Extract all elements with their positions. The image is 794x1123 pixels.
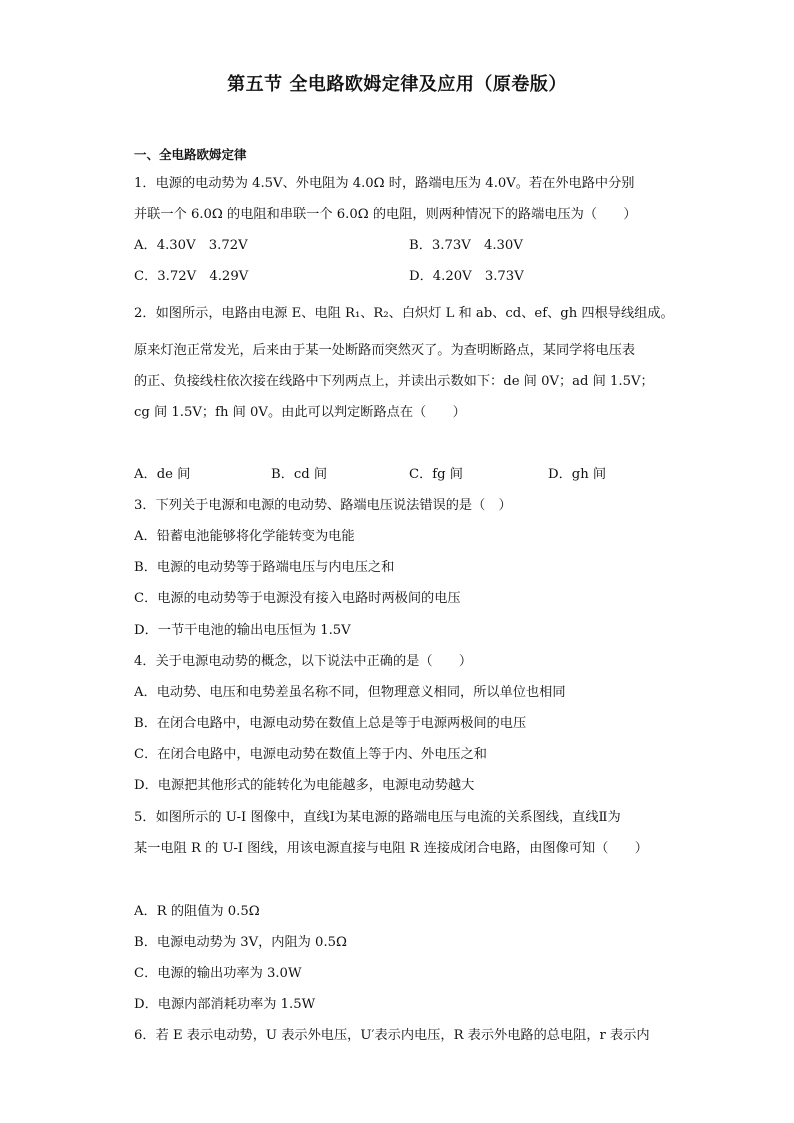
question-2-line-1: 2．如图所示，电路由电源 E、电阻 R₁、R₂、白炽灯 L 和 ab、cd、ef、gh 四根导线组成。	[134, 306, 674, 321]
question-1-option-b: B．3.73V 4.30V	[409, 238, 523, 253]
question-3-option-c: C．电源的电动势等于电源没有接入电路时两极间的电压	[134, 591, 461, 606]
question-2-option-a: A．de 间	[134, 467, 191, 482]
question-5-option-c: C．电源的输出功率为 3.0W	[134, 966, 302, 981]
question-1-option-a: A．4.30V 3.72V	[134, 238, 248, 253]
question-2-line-4: cg 间 1.5V；fh 间 0V。由此可以判定断路点在（ ）	[134, 405, 466, 420]
question-4-stem: 4．关于电源电动势的概念，以下说法中正确的是（ ）	[134, 654, 473, 669]
question-5-option-b: B．电源电动势为 3V，内阻为 0.5Ω	[134, 935, 347, 950]
question-2-option-c: C．fg 间	[409, 467, 463, 482]
question-2-line-2: 原来灯泡正常发光，后来由于某一处断路而突然灭了。为查明断路点，某同学将电压表	[134, 343, 636, 358]
section-heading: 一、全电路欧姆定律	[134, 147, 247, 162]
question-3-option-a: A．铅蓄电池能够将化学能转变为电能	[134, 529, 355, 544]
question-2-option-b: B．cd 间	[271, 467, 328, 482]
question-4-option-d: D．电源把其他形式的能转化为电能越多，电源电动势越大	[134, 778, 475, 793]
question-1-line-1: 1．电源的电动势为 4.5V、外电阻为 4.0Ω 时，路端电压为 4.0V。若在外电路中分别	[134, 176, 635, 191]
question-1-option-d: D．4.20V 3.73V	[409, 269, 524, 284]
question-6-line-1: 6．若 E 表示电动势，U 表示外电压，U′表示内电压，R 表示外电路的总电阻，r 表示内	[134, 1028, 650, 1043]
question-2-line-3: 的正、负接线柱依次接在线路中下列两点上，并读出示数如下：de 间 0V；ad 间 1.5V；	[134, 374, 654, 389]
question-5-line-2: 某一电阻 R 的 U-I 图线，用该电源直接与电阻 R 连接成闭合电路，由图像可知（ ）	[134, 841, 648, 856]
question-5-option-a: A．R 的阻值为 0.5Ω	[134, 904, 260, 919]
question-2-option-d: D．gh 间	[548, 467, 607, 482]
question-3-option-b: B．电源的电动势等于路端电压与内电压之和	[134, 560, 395, 575]
question-4-option-a: A．电动势、电压和电势差虽名称不同，但物理意义相同，所以单位也相同	[134, 685, 566, 700]
question-4-option-b: B．在闭合电路中，电源电动势在数值上总是等于电源两极间的电压	[134, 716, 527, 731]
question-3-option-d: D．一节干电池的输出电压恒为 1.5V	[134, 623, 351, 638]
question-3-stem: 3．下列关于电源和电源的电动势、路端电压说法错误的是（ ）	[134, 498, 512, 513]
question-5-line-1: 5．如图所示的 U-I 图像中，直线Ⅰ为某电源的路端电压与电流的关系图线，直线Ⅱ为	[134, 810, 621, 825]
question-1-option-c: C．3.72V 4.29V	[134, 269, 249, 284]
question-1-line-2: 并联一个 6.0Ω 的电阻和串联一个 6.0Ω 的电阻，则两种情况下的路端电压为（ ）	[134, 207, 637, 222]
question-4-option-c: C．在闭合电路中，电源电动势在数值上等于内、外电压之和	[134, 747, 487, 762]
question-5-option-d: D．电源内部消耗功率为 1.5W	[134, 997, 316, 1012]
document-title: 第五节 全电路欧姆定律及应用（原卷版）	[227, 74, 567, 95]
